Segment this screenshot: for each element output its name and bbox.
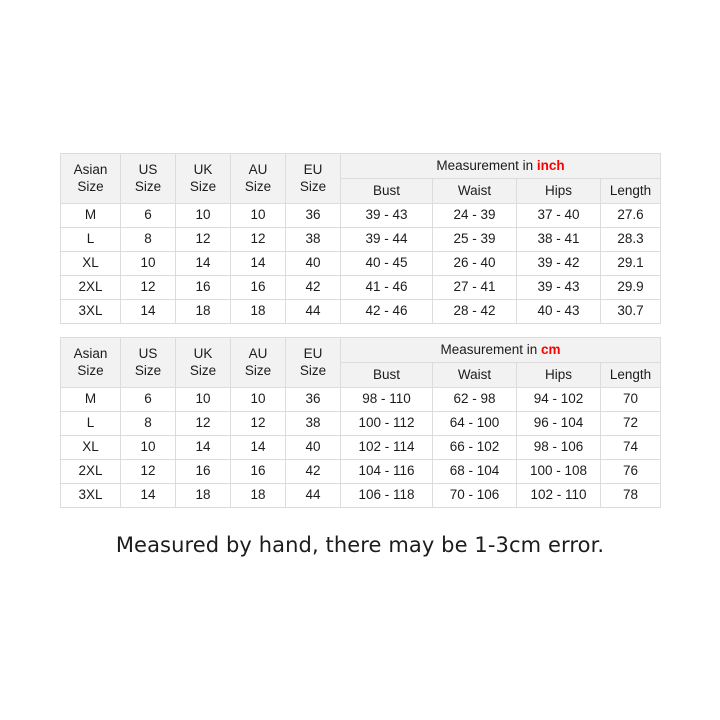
cell-hips: 39 - 42 <box>517 252 601 276</box>
cell-hips: 98 - 106 <box>517 436 601 460</box>
cell-hips: 102 - 110 <box>517 484 601 508</box>
header-line-1: UK <box>193 161 213 177</box>
cell-eu: 40 <box>286 252 341 276</box>
cell-au: 16 <box>231 276 286 300</box>
table-row <box>61 436 661 460</box>
cell-eu: 38 <box>286 228 341 252</box>
cell-length: 74 <box>601 436 661 460</box>
header-line-1: AU <box>248 345 268 361</box>
cell-us: 6 <box>121 204 176 228</box>
cell-us: 10 <box>121 436 176 460</box>
header-line-1: Asian <box>73 345 108 361</box>
col-header-hips: Hips <box>517 179 601 204</box>
col-header-asian-size <box>61 338 121 388</box>
cell-us: 8 <box>121 412 176 436</box>
header-line-2: Size <box>77 362 104 378</box>
cell-waist: 26 - 40 <box>433 252 517 276</box>
cell-uk: 14 <box>176 252 231 276</box>
col-header-uk-size <box>176 338 231 388</box>
header-line-2: Size <box>134 362 162 378</box>
cell-au: 16 <box>231 460 286 484</box>
size-table-inch-table <box>60 153 661 324</box>
cell-au: 18 <box>231 484 286 508</box>
cell-bust: 41 - 46 <box>341 276 433 300</box>
measurement-disclaimer: Measured by hand, there may be 1-3cm error. <box>115 533 605 557</box>
cell-hips: 40 - 43 <box>517 300 601 324</box>
cell-uk: 12 <box>176 228 231 252</box>
header-line-2: Size <box>299 178 327 194</box>
cell-us: 10 <box>121 252 176 276</box>
cell-asian: 3XL <box>61 484 121 508</box>
cell-hips: 38 - 41 <box>517 228 601 252</box>
col-header-eu-size <box>286 154 341 204</box>
cell-waist: 62 - 98 <box>433 388 517 412</box>
header-line-1: UK <box>193 345 213 361</box>
cell-bust: 104 - 116 <box>341 460 433 484</box>
cell-au: 14 <box>231 252 286 276</box>
cell-length: 76 <box>601 460 661 484</box>
cell-length: 29.9 <box>601 276 661 300</box>
col-header-hips: Hips <box>517 363 601 388</box>
cell-uk: 10 <box>176 388 231 412</box>
cell-au: 18 <box>231 300 286 324</box>
cell-uk: 18 <box>176 484 231 508</box>
table-row <box>61 276 661 300</box>
cell-waist: 68 - 104 <box>433 460 517 484</box>
header-line-1: US <box>138 345 158 361</box>
cell-waist: 64 - 100 <box>433 412 517 436</box>
col-header-length: Length <box>601 363 661 388</box>
cell-au: 12 <box>231 412 286 436</box>
header-line-2: Size <box>244 178 272 194</box>
size-table-cm-table <box>60 337 661 508</box>
cell-length: 70 <box>601 388 661 412</box>
cell-waist: 70 - 106 <box>433 484 517 508</box>
cell-us: 12 <box>121 460 176 484</box>
cell-us: 6 <box>121 388 176 412</box>
cell-au: 12 <box>231 228 286 252</box>
header-line-1: EU <box>303 345 323 361</box>
cell-au: 14 <box>231 436 286 460</box>
cell-bust: 42 - 46 <box>341 300 433 324</box>
table-row <box>61 412 661 436</box>
table-spacer <box>60 324 660 337</box>
cell-length: 28.3 <box>601 228 661 252</box>
cell-eu: 40 <box>286 436 341 460</box>
header-line-2: Size <box>244 362 272 378</box>
measurement-unit-value: cm <box>541 341 561 357</box>
table-row <box>61 300 661 324</box>
col-header-au-size <box>231 338 286 388</box>
cell-asian: L <box>61 412 121 436</box>
cell-us: 14 <box>121 484 176 508</box>
cell-uk: 16 <box>176 276 231 300</box>
col-header-uk-size <box>176 154 231 204</box>
table-row <box>61 484 661 508</box>
header-line-2: Size <box>77 178 104 194</box>
cell-au: 10 <box>231 388 286 412</box>
cell-hips: 100 - 108 <box>517 460 601 484</box>
size-tables-container <box>60 153 660 508</box>
cell-eu: 42 <box>286 460 341 484</box>
cell-length: 30.7 <box>601 300 661 324</box>
cell-asian: M <box>61 204 121 228</box>
cell-bust: 106 - 118 <box>341 484 433 508</box>
cell-eu: 44 <box>286 300 341 324</box>
table-row <box>61 460 661 484</box>
cell-waist: 25 - 39 <box>433 228 517 252</box>
col-header-bust: Bust <box>341 179 433 204</box>
cell-uk: 14 <box>176 436 231 460</box>
col-header-asian-size <box>61 154 121 204</box>
cell-hips: 39 - 43 <box>517 276 601 300</box>
col-header-waist: Waist <box>433 179 517 204</box>
cell-bust: 100 - 112 <box>341 412 433 436</box>
cell-eu: 44 <box>286 484 341 508</box>
cell-waist: 28 - 42 <box>433 300 517 324</box>
cell-asian: 2XL <box>61 460 121 484</box>
cell-bust: 102 - 114 <box>341 436 433 460</box>
col-header-au-size <box>231 154 286 204</box>
table-row <box>61 388 661 412</box>
col-header-length: Length <box>601 179 661 204</box>
cell-us: 12 <box>121 276 176 300</box>
col-header-waist: Waist <box>433 363 517 388</box>
cell-us: 14 <box>121 300 176 324</box>
cell-waist: 27 - 41 <box>433 276 517 300</box>
header-line-2: Size <box>134 178 162 194</box>
cell-bust: 98 - 110 <box>341 388 433 412</box>
cell-uk: 10 <box>176 204 231 228</box>
table-row <box>61 204 661 228</box>
cell-asian: XL <box>61 436 121 460</box>
cell-us: 8 <box>121 228 176 252</box>
cell-eu: 36 <box>286 388 341 412</box>
measurement-unit-label: Measurement in <box>436 157 537 173</box>
cell-uk: 12 <box>176 412 231 436</box>
header-row-top <box>61 154 661 179</box>
cell-bust: 39 - 43 <box>341 204 433 228</box>
cell-eu: 42 <box>286 276 341 300</box>
cell-uk: 18 <box>176 300 231 324</box>
header-line-2: Size <box>189 362 217 378</box>
cell-length: 27.6 <box>601 204 661 228</box>
table-row <box>61 228 661 252</box>
cell-asian: XL <box>61 252 121 276</box>
cell-hips: 94 - 102 <box>517 388 601 412</box>
col-header-eu-size <box>286 338 341 388</box>
header-line-1: US <box>138 161 158 177</box>
col-header-us-size <box>121 338 176 388</box>
measurement-unit-header <box>341 338 661 363</box>
cell-hips: 96 - 104 <box>517 412 601 436</box>
header-line-1: EU <box>303 161 323 177</box>
cell-eu: 36 <box>286 204 341 228</box>
header-line-2: Size <box>299 362 327 378</box>
cell-length: 78 <box>601 484 661 508</box>
cell-bust: 39 - 44 <box>341 228 433 252</box>
cell-asian: 3XL <box>61 300 121 324</box>
cell-waist: 66 - 102 <box>433 436 517 460</box>
col-header-bust: Bust <box>341 363 433 388</box>
cell-asian: 2XL <box>61 276 121 300</box>
measurement-unit-header <box>341 154 661 179</box>
measurement-unit-label: Measurement in <box>440 341 542 357</box>
measurement-unit-value: inch <box>536 157 565 173</box>
cell-asian: L <box>61 228 121 252</box>
cell-hips: 37 - 40 <box>517 204 601 228</box>
cell-asian: M <box>61 388 121 412</box>
cell-eu: 38 <box>286 412 341 436</box>
table-row <box>61 252 661 276</box>
header-line-1: AU <box>248 161 268 177</box>
cell-length: 72 <box>601 412 661 436</box>
cell-bust: 40 - 45 <box>341 252 433 276</box>
cell-waist: 24 - 39 <box>433 204 517 228</box>
header-line-1: Asian <box>73 161 108 177</box>
cell-au: 10 <box>231 204 286 228</box>
cell-length: 29.1 <box>601 252 661 276</box>
header-row-top <box>61 338 661 363</box>
col-header-us-size <box>121 154 176 204</box>
cell-uk: 16 <box>176 460 231 484</box>
header-line-2: Size <box>189 178 217 194</box>
